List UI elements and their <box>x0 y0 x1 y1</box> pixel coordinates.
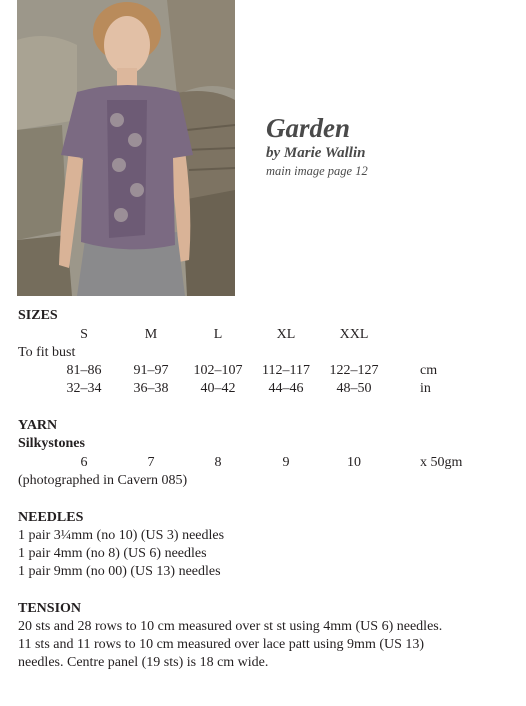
yarn-qty-s: 6 <box>80 455 88 470</box>
size-label-l: L <box>213 327 223 342</box>
yarn-unit: x 50gm <box>420 455 463 470</box>
sizes-heading: SIZES <box>18 308 58 323</box>
yarn-qty-xxl: 10 <box>347 455 361 470</box>
pattern-title: Garden <box>266 113 351 143</box>
pattern-title-block <box>266 112 368 180</box>
bust-in-xl: 44–46 <box>268 381 304 396</box>
tension-heading: TENSION <box>18 601 82 616</box>
yarn-note: (photographed in Cavern 085) <box>18 473 188 488</box>
bust-cm-unit: cm <box>420 363 438 378</box>
size-label-m: M <box>144 327 158 342</box>
bust-in-s: 32–34 <box>66 381 102 396</box>
bust-cm-l: 102–107 <box>193 363 243 378</box>
tension-line: needles. Centre panel (19 sts) is 18 cm wide. <box>18 655 269 670</box>
needle-item: 1 pair 4mm (no 8) (US 6) needles <box>18 546 207 561</box>
model-photo <box>17 0 235 296</box>
yarn-name: Silkystones <box>18 436 85 451</box>
main-image-reference: main image page 12 <box>266 164 368 178</box>
yarn-qty-xl: 9 <box>282 455 290 470</box>
fit-bust-label: To fit bust <box>18 345 76 360</box>
designer-byline: by Marie Wallin <box>266 145 366 161</box>
bust-in-m: 36–38 <box>133 381 169 396</box>
tension-line: 11 sts and 11 rows to 10 cm measured over lace patt using 9mm (US 13) <box>18 637 425 652</box>
yarn-heading: YARN <box>18 418 58 433</box>
size-label-xxl: XXL <box>339 327 369 342</box>
tension-line: 20 sts and 28 rows to 10 cm measured over st st using 4mm (US 6) needles. <box>18 619 443 634</box>
needle-item: 1 pair 9mm (no 00) (US 13) needles <box>18 564 221 579</box>
size-label-xl: XL <box>276 327 296 342</box>
model-photo-illustration <box>17 0 235 296</box>
needles-heading: NEEDLES <box>18 510 84 525</box>
bust-in-l: 40–42 <box>200 381 236 396</box>
bust-in-unit: in <box>420 381 431 396</box>
yarn-qty-m: 7 <box>147 455 155 470</box>
yarn-qty-l: 8 <box>214 455 222 470</box>
bust-cm-xl: 112–117 <box>262 363 310 378</box>
bust-cm-s: 81–86 <box>66 363 102 378</box>
bust-cm-m: 91–97 <box>133 363 169 378</box>
bust-cm-xxl: 122–127 <box>329 363 379 378</box>
bust-in-xxl: 48–50 <box>336 381 372 396</box>
needle-item: 1 pair 3¼mm (no 10) (US 3) needles <box>18 528 225 543</box>
size-label-s: S <box>80 327 88 342</box>
